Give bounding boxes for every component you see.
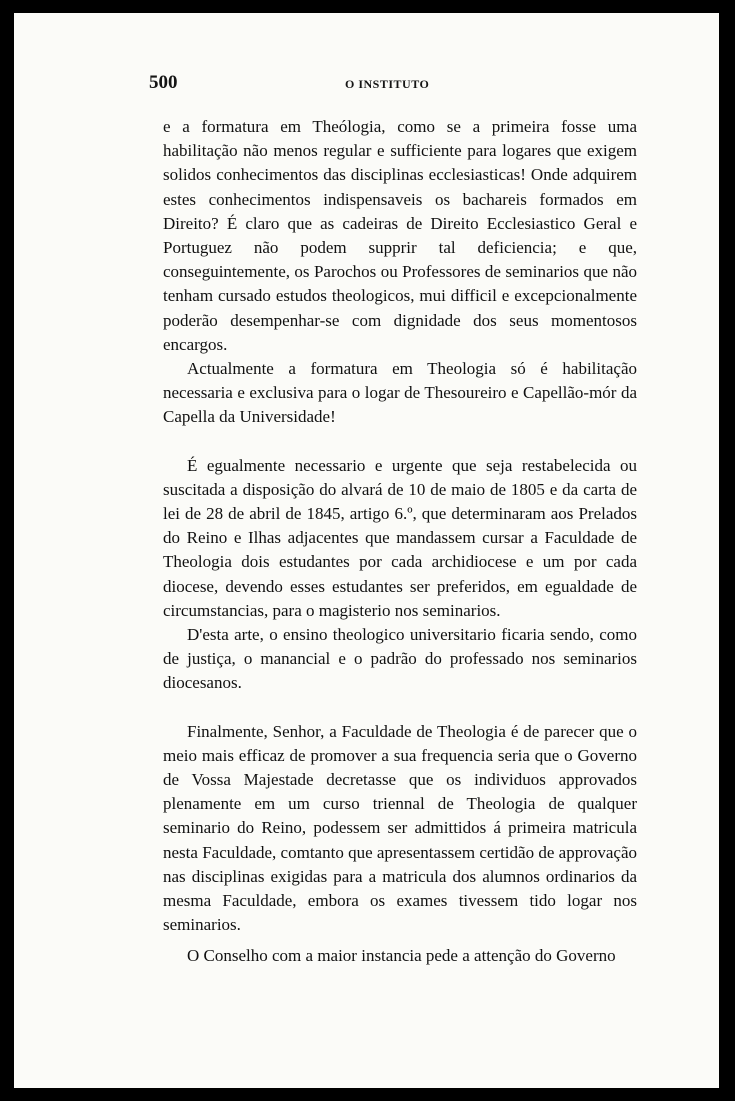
page-header [149, 72, 637, 98]
paragraph-4: D'esta arte, o ensino theologico universitario ficaria sendo, como de justiça, o manancial e o padrão do professado nos seminarios diocesanos. [163, 625, 637, 693]
page-number: 500 [149, 72, 178, 93]
paragraph-3: É egualmente necessario e urgente que seja restabelecida ou suscitada a disposição do alvará de 10 de maio de 1805 e da carta de lei de 28 de abril de 1845, artigo 6.º, que determinaram aos Prelados do Reino e Ilhas adjacentes que mandassem cursar a Faculdade de Theologia dois estudantes por cada archidiocese e um por cada diocese, devendo esses estudantes ser preferidos, em egualdade de circumstancias, para o magisterio nos seminarios. [163, 455, 637, 620]
running-head: O INSTITUTO [345, 77, 430, 91]
paragraph-5: Finalmente, Senhor, a Faculdade de Theologia é de parecer que o meio mais efficaz de promover a sua frequencia seria que o Governo de Vossa Majestade decretasse que os individuos approvados plenamente em um curso triennal de Theologia de qualquer seminario do Reino, podessem ser admittidos á primeira matricula nesta Faculdade, comtanto que apresentassem certidão de approvação nas disciplinas exigidas para a matricula dos alumnos ordinarios da mesma Faculdade, embora os exames tivessem tido logar nos seminarios. [163, 721, 637, 935]
body-text [163, 115, 637, 968]
paragraph-2: Actualmente a formatura em Theologia só é habilitação necessaria e exclusiva para o logar de Thesoureiro e Capellão-mór da Capella da Universidade! [163, 359, 637, 427]
paragraph-6: O Conselho com a maior instancia pede a attenção do Governo [187, 945, 616, 965]
paragraph-1: e a formatura em Theólogia, como se a primeira fosse uma habilitação não menos regular e sufficiente para logares que exigem solidos conhecimentos das disciplinas ecclesiasticas! Onde adquirem estes conhecimentos indispensaveis os bachareis formados em Direito? É claro que as cadeiras de Direito Ecclesiastico Geral e Portuguez não podem supprir tal deficiencia; e que, conseguintemente, os Parochos ou Professores de seminarios que não tenham cursado estudos theologicos, mui difficil e excepcionalmente poderão desempenhar-se com dignidade dos seus momentosos encargos. [163, 117, 637, 354]
